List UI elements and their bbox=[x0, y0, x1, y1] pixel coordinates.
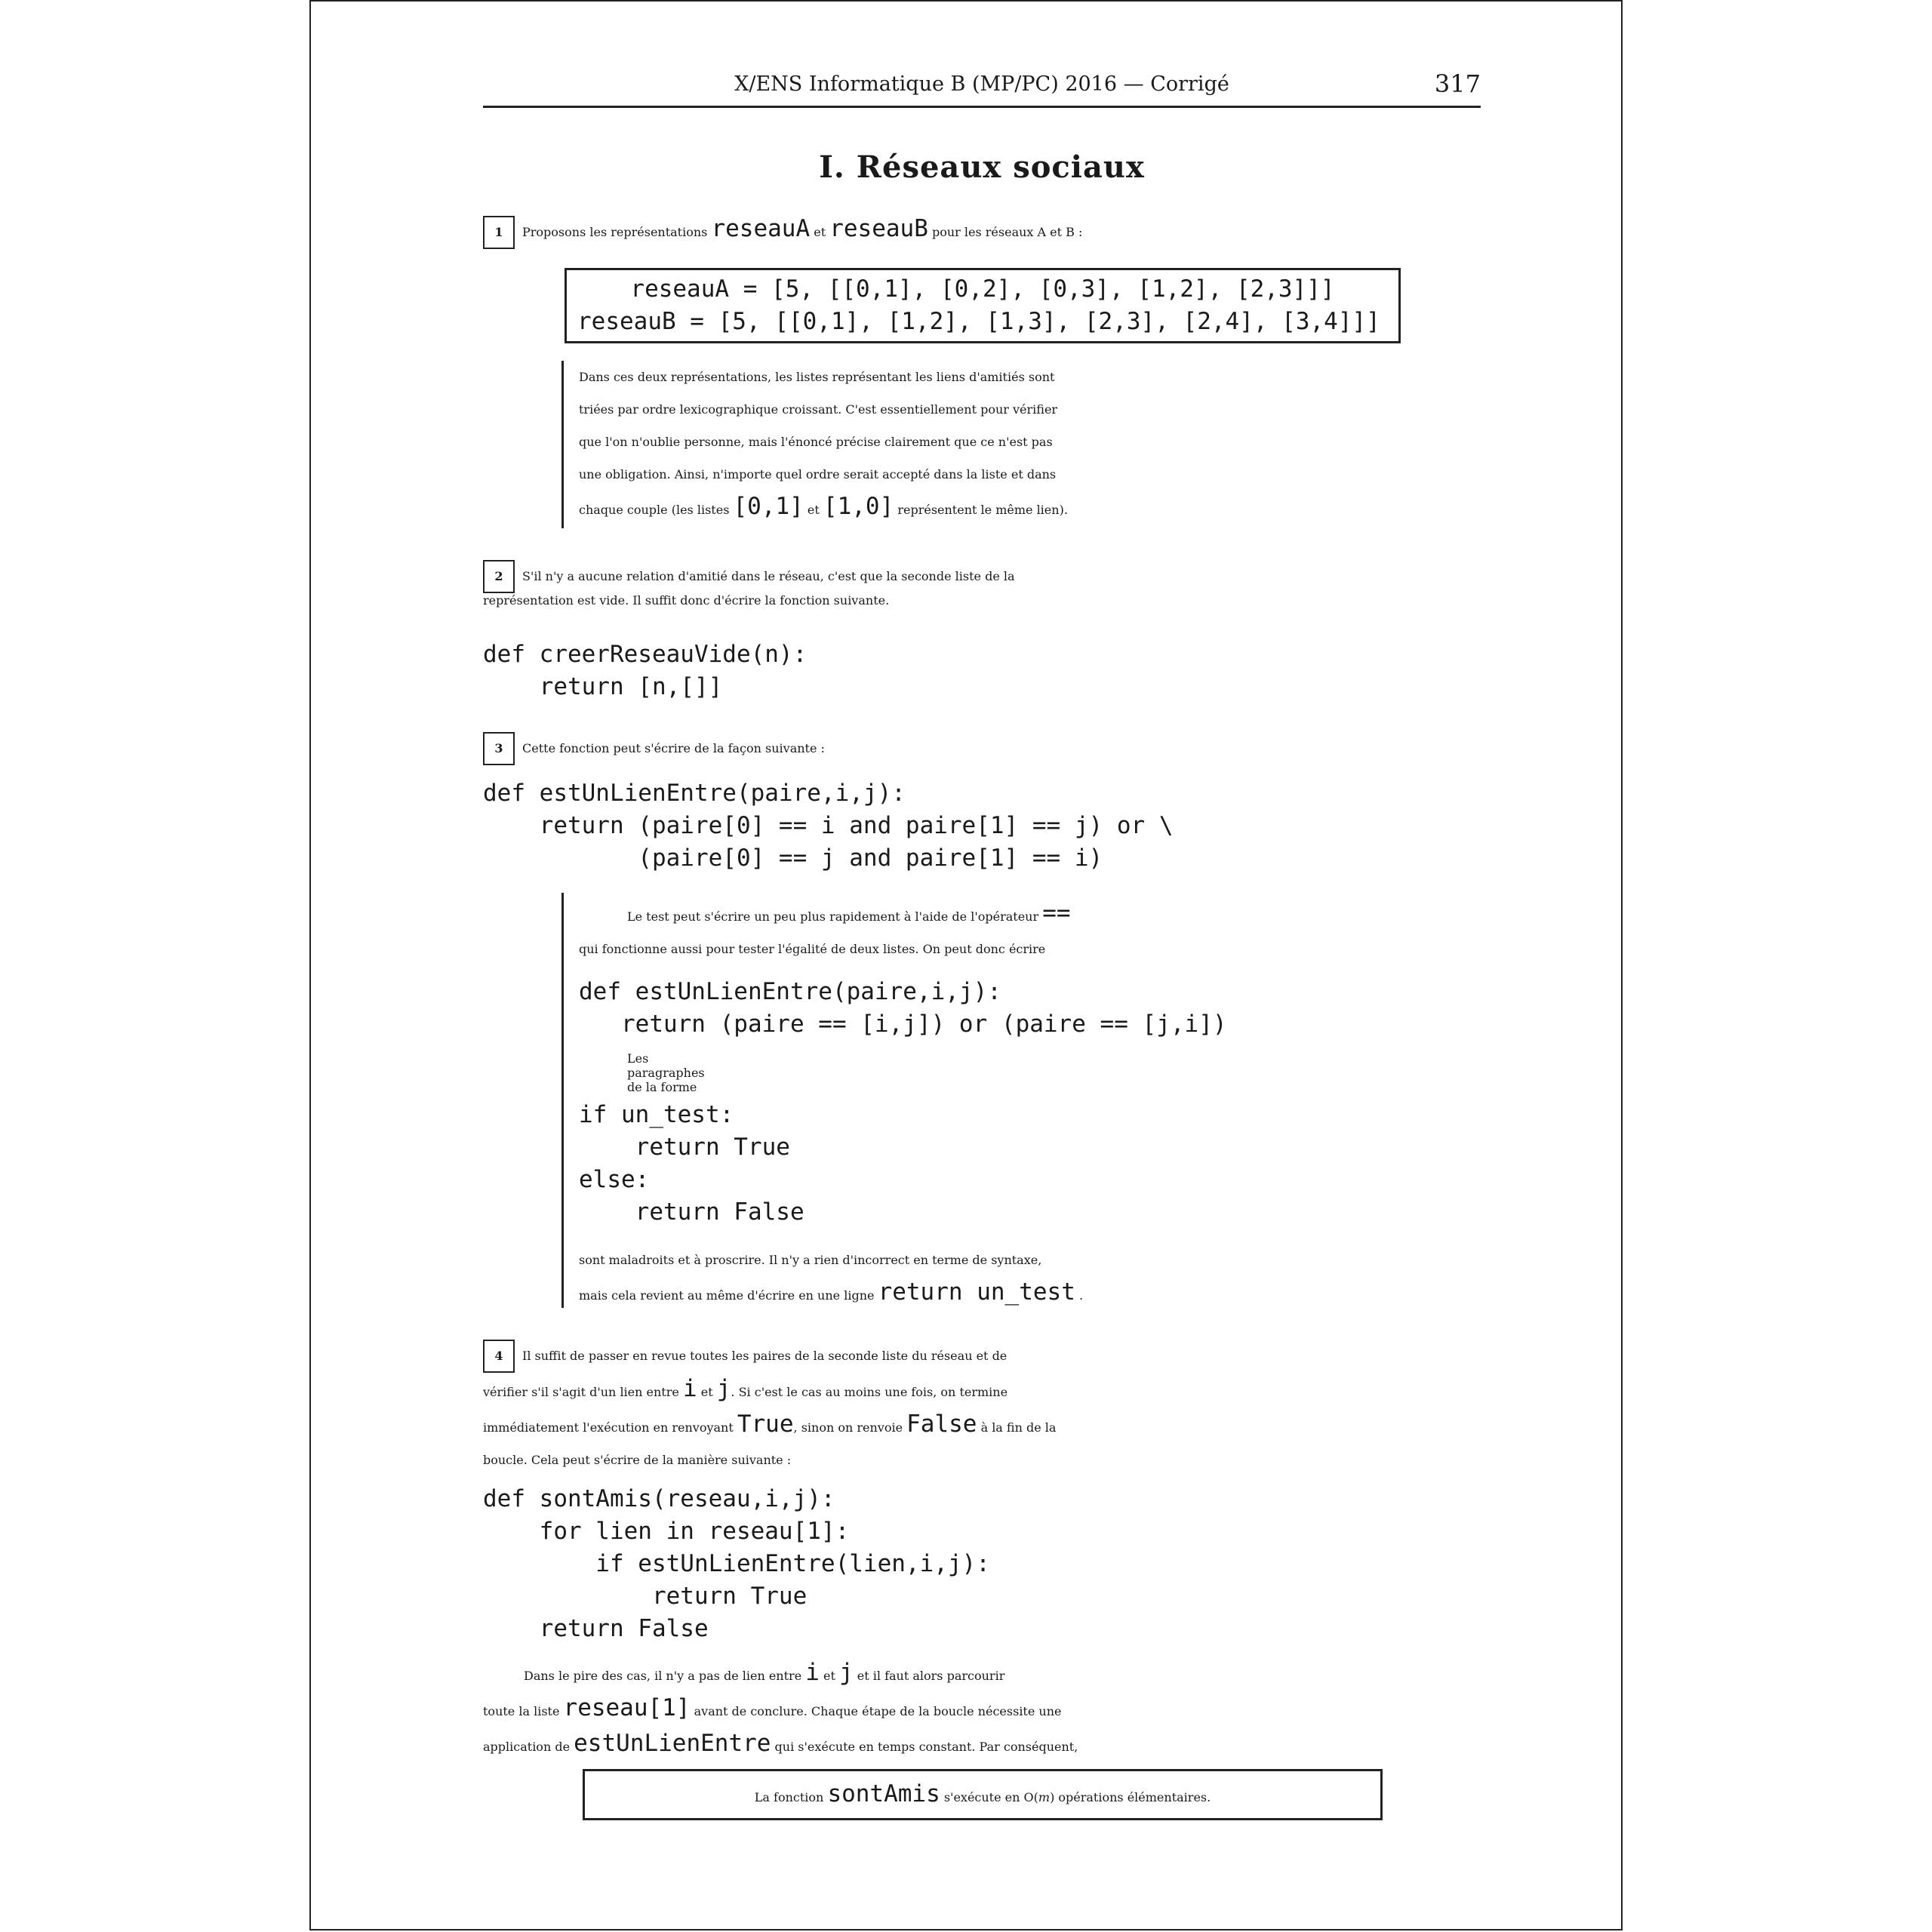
text: s'exécute en O( bbox=[943, 1790, 1038, 1804]
text: Proposons les représentations bbox=[522, 225, 708, 239]
question-1-intro bbox=[483, 215, 1481, 249]
math-variable: m bbox=[1038, 1790, 1051, 1804]
conclusion-text bbox=[585, 1777, 1380, 1814]
text: . Si c'est le cas au moins une fois, on termine bbox=[731, 1385, 1008, 1399]
conclusion-box bbox=[583, 1769, 1383, 1820]
text: et bbox=[823, 1669, 835, 1683]
reseau-definitions-box bbox=[565, 268, 1401, 343]
code-estUnLienEntre: def estUnLienEntre(paire,i,j): return (paire[0] == i and paire[1] == j) or \ (paire[0] == j and paire[1] == i) bbox=[483, 780, 1174, 872]
text: et il faut alors parcourir bbox=[857, 1669, 1005, 1683]
reseauB-line: reseauB = [5, [[0,1], [1,2], [1,3], [2,3], [2,4], [3,4]]] bbox=[577, 308, 1380, 335]
text: à la fin de la bbox=[980, 1420, 1057, 1435]
q4-line: boucle. Cela peut s'écrire de la manière suivante : bbox=[483, 1453, 792, 1467]
code-inline: j bbox=[839, 1659, 854, 1686]
text: Dans le pire des cas, il n'y a pas de lien entre bbox=[524, 1669, 802, 1683]
remark-line: Dans ces deux représentations, les listes représentant les liens d'amitiés sont bbox=[579, 370, 1055, 384]
remark-line: une obligation. Ainsi, n'importe quel ordre serait accepté dans la liste et dans bbox=[579, 467, 1057, 481]
text: ) opérations élémentaires. bbox=[1050, 1790, 1211, 1804]
code-inline: True bbox=[737, 1411, 794, 1438]
running-header bbox=[483, 69, 1481, 108]
text: et bbox=[700, 1385, 713, 1399]
remark-line bbox=[579, 897, 1481, 933]
code-inline: reseauB bbox=[829, 215, 928, 242]
header-title: X/ENS Informatique B (MP/PC) 2016 — Corrigé bbox=[734, 72, 1229, 96]
code-creerReseauVide: def creerReseauVide(n): return [n,[]] bbox=[483, 641, 808, 700]
complexity-paragraph bbox=[483, 1657, 1481, 1763]
para-line bbox=[483, 1692, 1481, 1727]
text: Cette fonction peut s'écrire de la façon suivante : bbox=[522, 741, 825, 755]
q2-line bbox=[483, 560, 1481, 593]
remark-line bbox=[579, 1276, 1481, 1312]
remark-line bbox=[579, 491, 1481, 526]
question-2-text bbox=[483, 560, 1481, 608]
text: et bbox=[814, 225, 826, 239]
text: pour les réseaux A et B : bbox=[931, 225, 1083, 239]
para-line bbox=[483, 1657, 1481, 1692]
section-title: I. Réseaux sociaux bbox=[819, 149, 1145, 185]
remark-code-2: if un_test: return True else: return False bbox=[579, 1101, 804, 1226]
remark-code-1: def estUnLienEntre(paire,i,j): return (paire == [i,j]) or (paire == [j,i]) bbox=[579, 978, 1227, 1038]
code-inline: sontAmis bbox=[827, 1780, 940, 1807]
text: La fonction bbox=[754, 1790, 824, 1804]
text: toute la liste bbox=[483, 1704, 560, 1718]
remark-line: sont maladroits et à proscrire. Il n'y a rien d'incorrect en terme de syntaxe, bbox=[579, 1253, 1042, 1267]
q4-line bbox=[483, 1373, 1481, 1408]
code-inline: return un_test bbox=[878, 1278, 1075, 1306]
question-3-text bbox=[483, 732, 1481, 765]
remark-line: qui fonctionne aussi pour tester l'égalité de deux listes. On peut donc écrire bbox=[579, 942, 1046, 956]
code-inline: estUnLienEntre bbox=[574, 1730, 771, 1757]
code-inline: i bbox=[682, 1375, 697, 1402]
remark-line: que l'on n'oublie personne, mais l'énoncé précise clairement que ce n'est pas bbox=[579, 435, 1053, 449]
text: immédiatement l'exécution en renvoyant bbox=[483, 1420, 734, 1435]
text: , sinon on renvoie bbox=[793, 1420, 903, 1435]
code-inline: i bbox=[805, 1659, 820, 1686]
question-number-box: 1 bbox=[483, 216, 515, 249]
q4-line bbox=[483, 1408, 1481, 1444]
question-number-box: 4 bbox=[483, 1340, 515, 1373]
code-inline: j bbox=[716, 1375, 731, 1402]
question-4-text bbox=[483, 1340, 1481, 1476]
page-number: 317 bbox=[1434, 69, 1481, 98]
remark-line: Les paragraphes de la forme bbox=[627, 1051, 705, 1094]
q4-line bbox=[483, 1340, 1481, 1373]
code-inline: [0,1] bbox=[733, 493, 804, 520]
question-number-box: 2 bbox=[483, 560, 515, 593]
text: Il suffit de passer en revue toutes les paires de la seconde liste du réseau et de bbox=[522, 1349, 1008, 1363]
code-inline: reseauA bbox=[711, 215, 811, 242]
text: chaque couple (les listes bbox=[579, 503, 730, 517]
code-sontAmis: def sontAmis(reseau,i,j): for lien in reseau[1]: if estUnLienEntre(lien,i,j): return True return False bbox=[483, 1485, 990, 1642]
text: S'il n'y a aucune relation d'amitié dans le réseau, c'est que la seconde liste de la bbox=[522, 569, 1015, 583]
reseauA-line: reseauA = [5, [[0,1], [0,2], [0,3], [1,2], [2,3]]] bbox=[630, 275, 1335, 303]
code-inline: reseau[1] bbox=[563, 1694, 691, 1721]
remark-line: triées par ordre lexicographique croissant. C'est essentiellement pour vérifier bbox=[579, 402, 1058, 417]
para-line bbox=[483, 1727, 1481, 1763]
text: et bbox=[807, 503, 820, 517]
code-inline: False bbox=[906, 1411, 977, 1438]
code-inline: == bbox=[1042, 900, 1071, 927]
text: vérifier s'il s'agit d'un lien entre bbox=[483, 1385, 679, 1399]
remark-q3 bbox=[561, 893, 1227, 1308]
code-inline: [1,0] bbox=[823, 493, 894, 520]
text: avant de conclure. Chaque étape de la boucle nécessite une bbox=[694, 1704, 1062, 1718]
text: mais cela revient au même d'écrire en une ligne bbox=[579, 1288, 875, 1303]
text: application de bbox=[483, 1740, 571, 1754]
q2-line: représentation est vide. Il suffit donc d'écrire la fonction suivante. bbox=[483, 593, 890, 608]
text: représentent le même lien). bbox=[897, 503, 1068, 517]
text: qui s'exécute en temps constant. Par conséquent, bbox=[774, 1740, 1078, 1754]
question-number-box: 3 bbox=[483, 732, 515, 765]
text: . bbox=[1078, 1288, 1084, 1303]
text: Le test peut s'écrire un peu plus rapidement à l'aide de l'opérateur bbox=[627, 909, 1039, 924]
remark-q1 bbox=[561, 361, 1068, 528]
